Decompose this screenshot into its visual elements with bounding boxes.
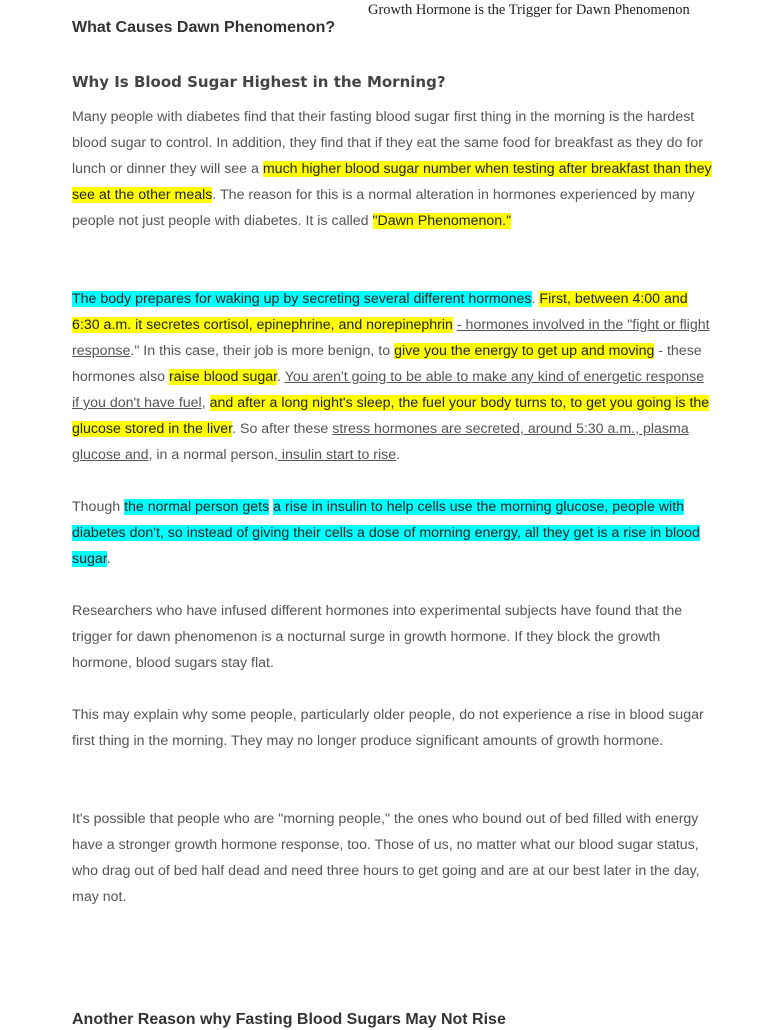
- highlighted-text: a rise in insulin to help cells use the morning glucose, people with diabetes don't, so instead of giving their cells a dose of morning energy, all they get is a rise in blood sugar: [72, 499, 700, 567]
- underlined-text: - hormones involved in the "fight or flight response: [72, 317, 710, 359]
- paragraph-older-people: This may explain why some people, particularly older people, do not experience a rise in blood sugar first thing in the morning. They may no longer produce significant amounts of growth hormone.: [72, 707, 704, 749]
- running-header: Growth Hormone is the Trigger for Dawn Phenomenon: [368, 2, 690, 18]
- text-run: ,: [201, 395, 210, 411]
- highlighted-text: and after a long night's sleep, the fuel your body turns to, to get you going is the glucose stored in the liver: [72, 395, 710, 437]
- highlighted-text: The body prepares for waking up by secreting several different hormones: [72, 291, 532, 307]
- highlighted-text: much higher blood sugar number when testing after breakfast than they see at the other meals: [72, 161, 712, 203]
- text-run: Many people with diabetes find that their fasting blood sugar first thing in the morning is the hardest blood sugar to control. In addition, they find that if they eat the same food for breakfast as they do for lunch or dinner they will see a: [72, 109, 703, 177]
- highlighted-text: raise blood sugar: [169, 369, 278, 385]
- paragraph-research-findings: Researchers who have infused different hormones into experimental subjects have found that the trigger for dawn phenomenon is a nocturnal surge in growth hormone. If they block the growth hormone, blood sugars stay flat.: [72, 603, 683, 671]
- text-run: . The reason for this is a normal alteration in hormones experienced by many people not just people with diabetes. It is called: [72, 187, 695, 229]
- page-title: What Causes Dawn Phenomenon?: [72, 19, 336, 36]
- highlighted-text: First, between 4:00 and 6:30 a.m. it secretes cortisol, epinephrine, and norepinephrin: [72, 291, 688, 333]
- text-run: .: [277, 369, 285, 385]
- text-run: , in a normal person,: [148, 447, 278, 463]
- text-run: .: [396, 447, 401, 463]
- text-run: .: [531, 291, 540, 307]
- text-run: - these hormones also: [72, 343, 702, 385]
- underlined-text: insulin start to rise: [277, 447, 397, 463]
- paragraph-morning-blood-sugar: [72, 104, 712, 234]
- paragraph-hormone-secretion: [72, 286, 712, 468]
- highlighted-text: give you the energy to get up and moving: [394, 343, 655, 359]
- text-run: Though: [72, 499, 125, 515]
- underlined-text: stress hormones are secreted, around 5:30 a.m., plasma glucose and: [72, 421, 689, 463]
- paragraph-insulin-response: [72, 494, 712, 572]
- highlighted-text: "Dawn Phenomenon.": [372, 213, 512, 229]
- underlined-text: You aren't going to be able to make any kind of energetic response if you don't have fuel: [72, 369, 705, 411]
- text-run: . So after these: [232, 421, 333, 437]
- next-section-title: Another Reason why Fasting Blood Sugars May Not Rise: [72, 1011, 506, 1028]
- text-run: ." In this case, their job is more benign, to: [130, 343, 395, 359]
- highlighted-text: the normal person gets: [124, 499, 270, 515]
- section-title: Why Is Blood Sugar Highest in the Morning?: [72, 73, 446, 91]
- paragraph-morning-people: It's possible that people who are "morning people," the ones who bound out of bed filled with energy have a stronger growth hormone response, too. Those of us, no matter what our blood sugar status, who drag out of bed half dead and need three hours to get going and are at our best later in the day, may not.: [72, 811, 700, 905]
- text-run: .: [106, 551, 111, 567]
